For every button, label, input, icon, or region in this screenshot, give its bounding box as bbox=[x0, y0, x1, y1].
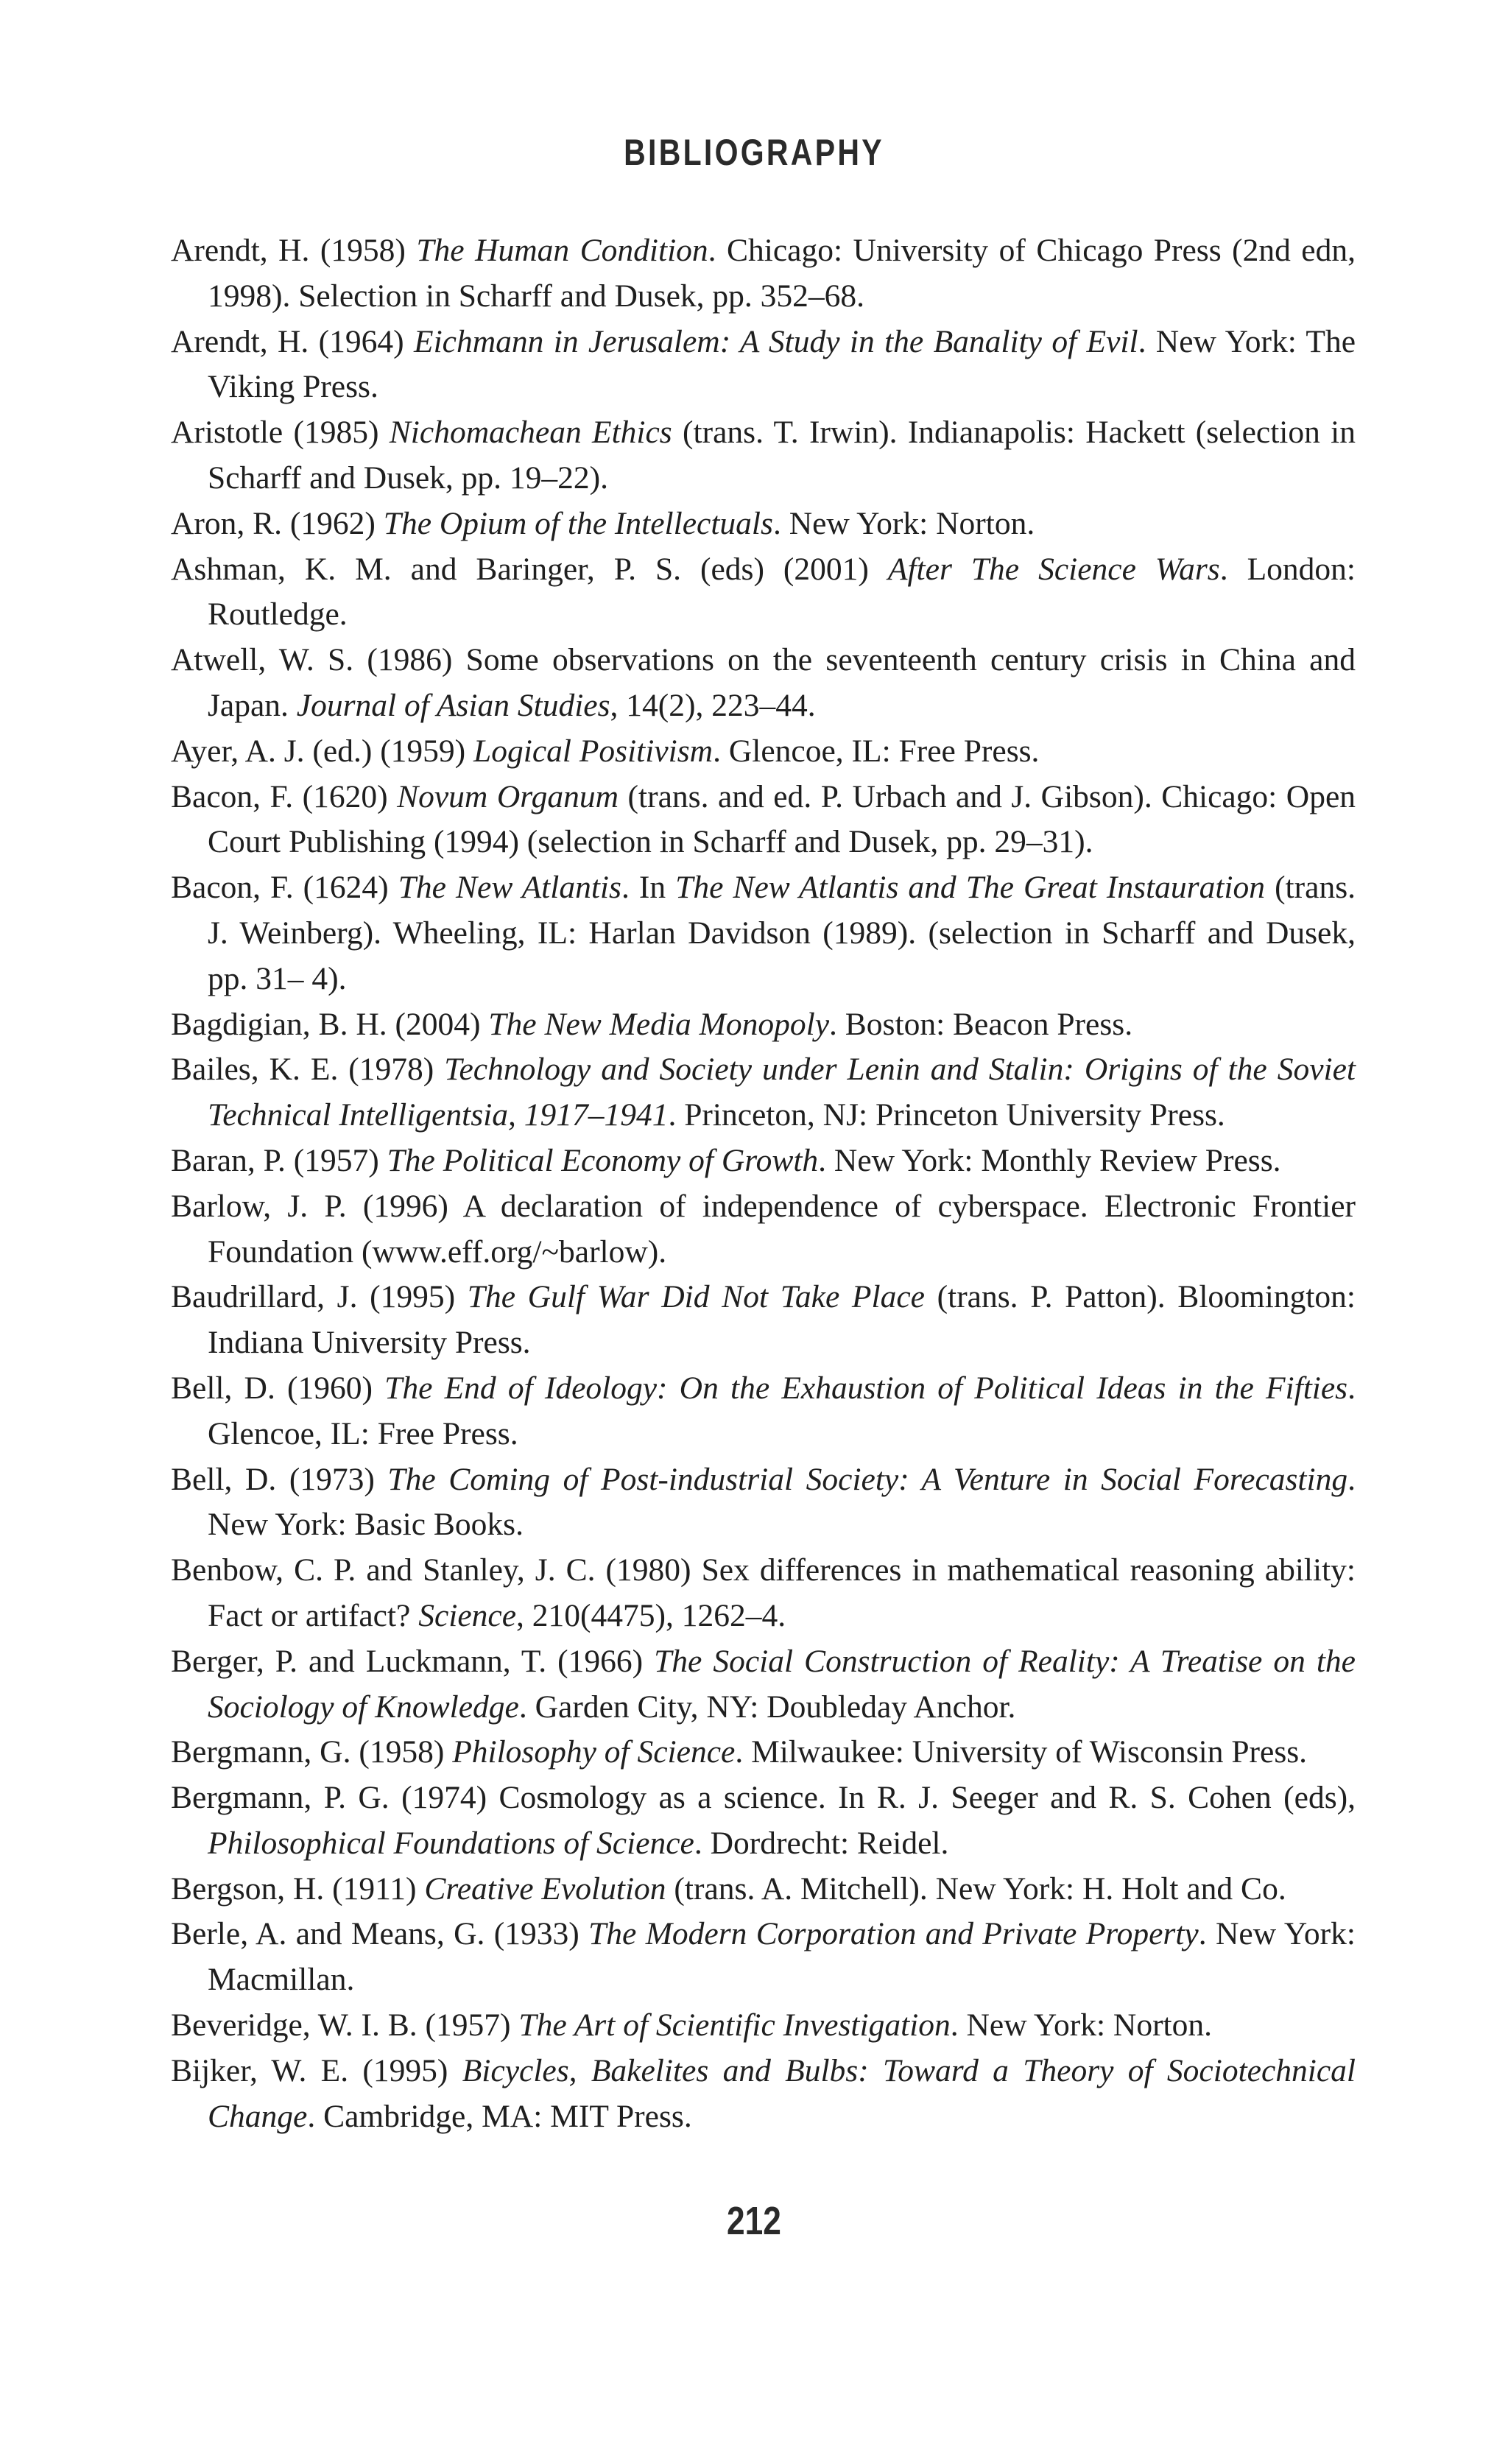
bibliography-entry: Arendt, H. (1958) The Human Condition. Chicago: University of Chicago Press (2nd edn, 1998). Selection in Scharff and Dusek, pp. 352–68. bbox=[171, 233, 1356, 314]
bibliography-entry: Bell, D. (1960) The End of Ideology: On the Exhaustion of Political Ideas in the Fifties. Glencoe, IL: Free Press. bbox=[171, 1370, 1356, 1451]
bibliography-entry: Barlow, J. P. (1996) A declaration of independence of cyberspace. Electronic Frontier Foundation (www.eff.org/~barlow). bbox=[171, 1188, 1356, 1270]
bibliography-entry: Berle, A. and Means, G. (1933) The Modern Corporation and Private Property. New York: Macmillan. bbox=[171, 1916, 1356, 1998]
bibliography-entry: Berger, P. and Luckmann, T. (1966) The Social Construction of Reality: A Treatise on the Sociology of Knowledge. Garden City, NY: Doubleday Anchor. bbox=[171, 1643, 1356, 1725]
bibliography-entry: Benbow, C. P. and Stanley, J. C. (1980) Sex differences in mathematical reasoning ability: Fact or artifact? Science, 210(4475), 1262–4. bbox=[171, 1552, 1356, 1633]
bibliography-entry: Bijker, W. E. (1995) Bicycles, Bakelites and Bulbs: Toward a Theory of Sociotechnical Change. Cambridge, MA: MIT Press. bbox=[171, 2052, 1356, 2134]
bibliography-entry: Bergmann, P. G. (1974) Cosmology as a science. In R. J. Seeger and R. S. Cohen (eds), Philosophical Foundations of Science. Dordrecht: Reidel. bbox=[171, 1780, 1356, 1861]
bibliography-entry: Atwell, W. S. (1986) Some observations on the seventeenth century crisis in China and Japan. Journal of Asian Studies, 14(2), 223–44. bbox=[171, 642, 1356, 723]
bibliography-entry: Aristotle (1985) Nichomachean Ethics (trans. T. Irwin). Indianapolis: Hackett (selection in Scharff and Dusek, pp. 19–22). bbox=[171, 415, 1356, 496]
bibliography-entry: Baran, P. (1957) The Political Economy of Growth. New York: Monthly Review Press. bbox=[171, 1142, 1281, 1178]
bibliography-entry: Bell, D. (1973) The Coming of Post-industrial Society: A Venture in Social Forecasting. New York: Basic Books. bbox=[171, 1461, 1356, 1543]
bibliography-entry: Beveridge, W. I. B. (1957) The Art of Scientific Investigation. New York: Norton. bbox=[171, 2007, 1213, 2044]
bibliography-entry: Ayer, A. J. (ed.) (1959) Logical Positivism. Glencoe, IL: Free Press. bbox=[171, 733, 1040, 769]
bibliography-entry: Aron, R. (1962) The Opium of the Intellectuals. New York: Norton. bbox=[171, 505, 1035, 541]
bibliography-entry: Bergson, H. (1911) Creative Evolution (trans. A. Mitchell). New York: H. Holt and Co. bbox=[171, 1870, 1286, 1907]
page-number: 212 bbox=[727, 2199, 781, 2243]
bibliography-entry: Bacon, F. (1620) Novum Organum (trans. and ed. P. Urbach and J. Gibson). Chicago: Open Court Publishing (1994) (selection in Scharff and Dusek, pp. 29–31). bbox=[171, 778, 1356, 860]
bibliography-entry: Bagdigian, B. H. (2004) The New Media Monopoly. Boston: Beacon Press. bbox=[171, 1006, 1133, 1042]
bibliography-entry: Bergmann, G. (1958) Philosophy of Science. Milwaukee: University of Wisconsin Press. bbox=[171, 1734, 1308, 1770]
running-header: BIBLIOGRAPHY bbox=[624, 132, 884, 173]
bibliography-entry: Arendt, H. (1964) Eichmann in Jerusalem: A Study in the Banality of Evil. New York: The Viking Press. bbox=[171, 323, 1356, 405]
bibliography-entry: Bailes, K. E. (1978) Technology and Society under Lenin and Stalin: Origins of the Soviet Technical Intelligentsia, 1917–1941. Princeton, NJ: Princeton University Press. bbox=[171, 1052, 1356, 1133]
bibliography-list bbox=[171, 228, 1356, 2139]
bibliography-entry: Bacon, F. (1624) The New Atlantis. In The New Atlantis and The Great Instauration (trans. J. Weinberg). Wheeling, IL: Harlan Davidson (1989). (selection in Scharff and Dusek, pp. 31– 4). bbox=[171, 870, 1356, 996]
bibliography-entry: Baudrillard, J. (1995) The Gulf War Did Not Take Place (trans. P. Patton). Bloomington: Indiana University Press. bbox=[171, 1279, 1356, 1361]
bibliography-entry: Ashman, K. M. and Baringer, P. S. (eds) (2001) After The Science Wars. London: Routledge. bbox=[171, 551, 1356, 633]
